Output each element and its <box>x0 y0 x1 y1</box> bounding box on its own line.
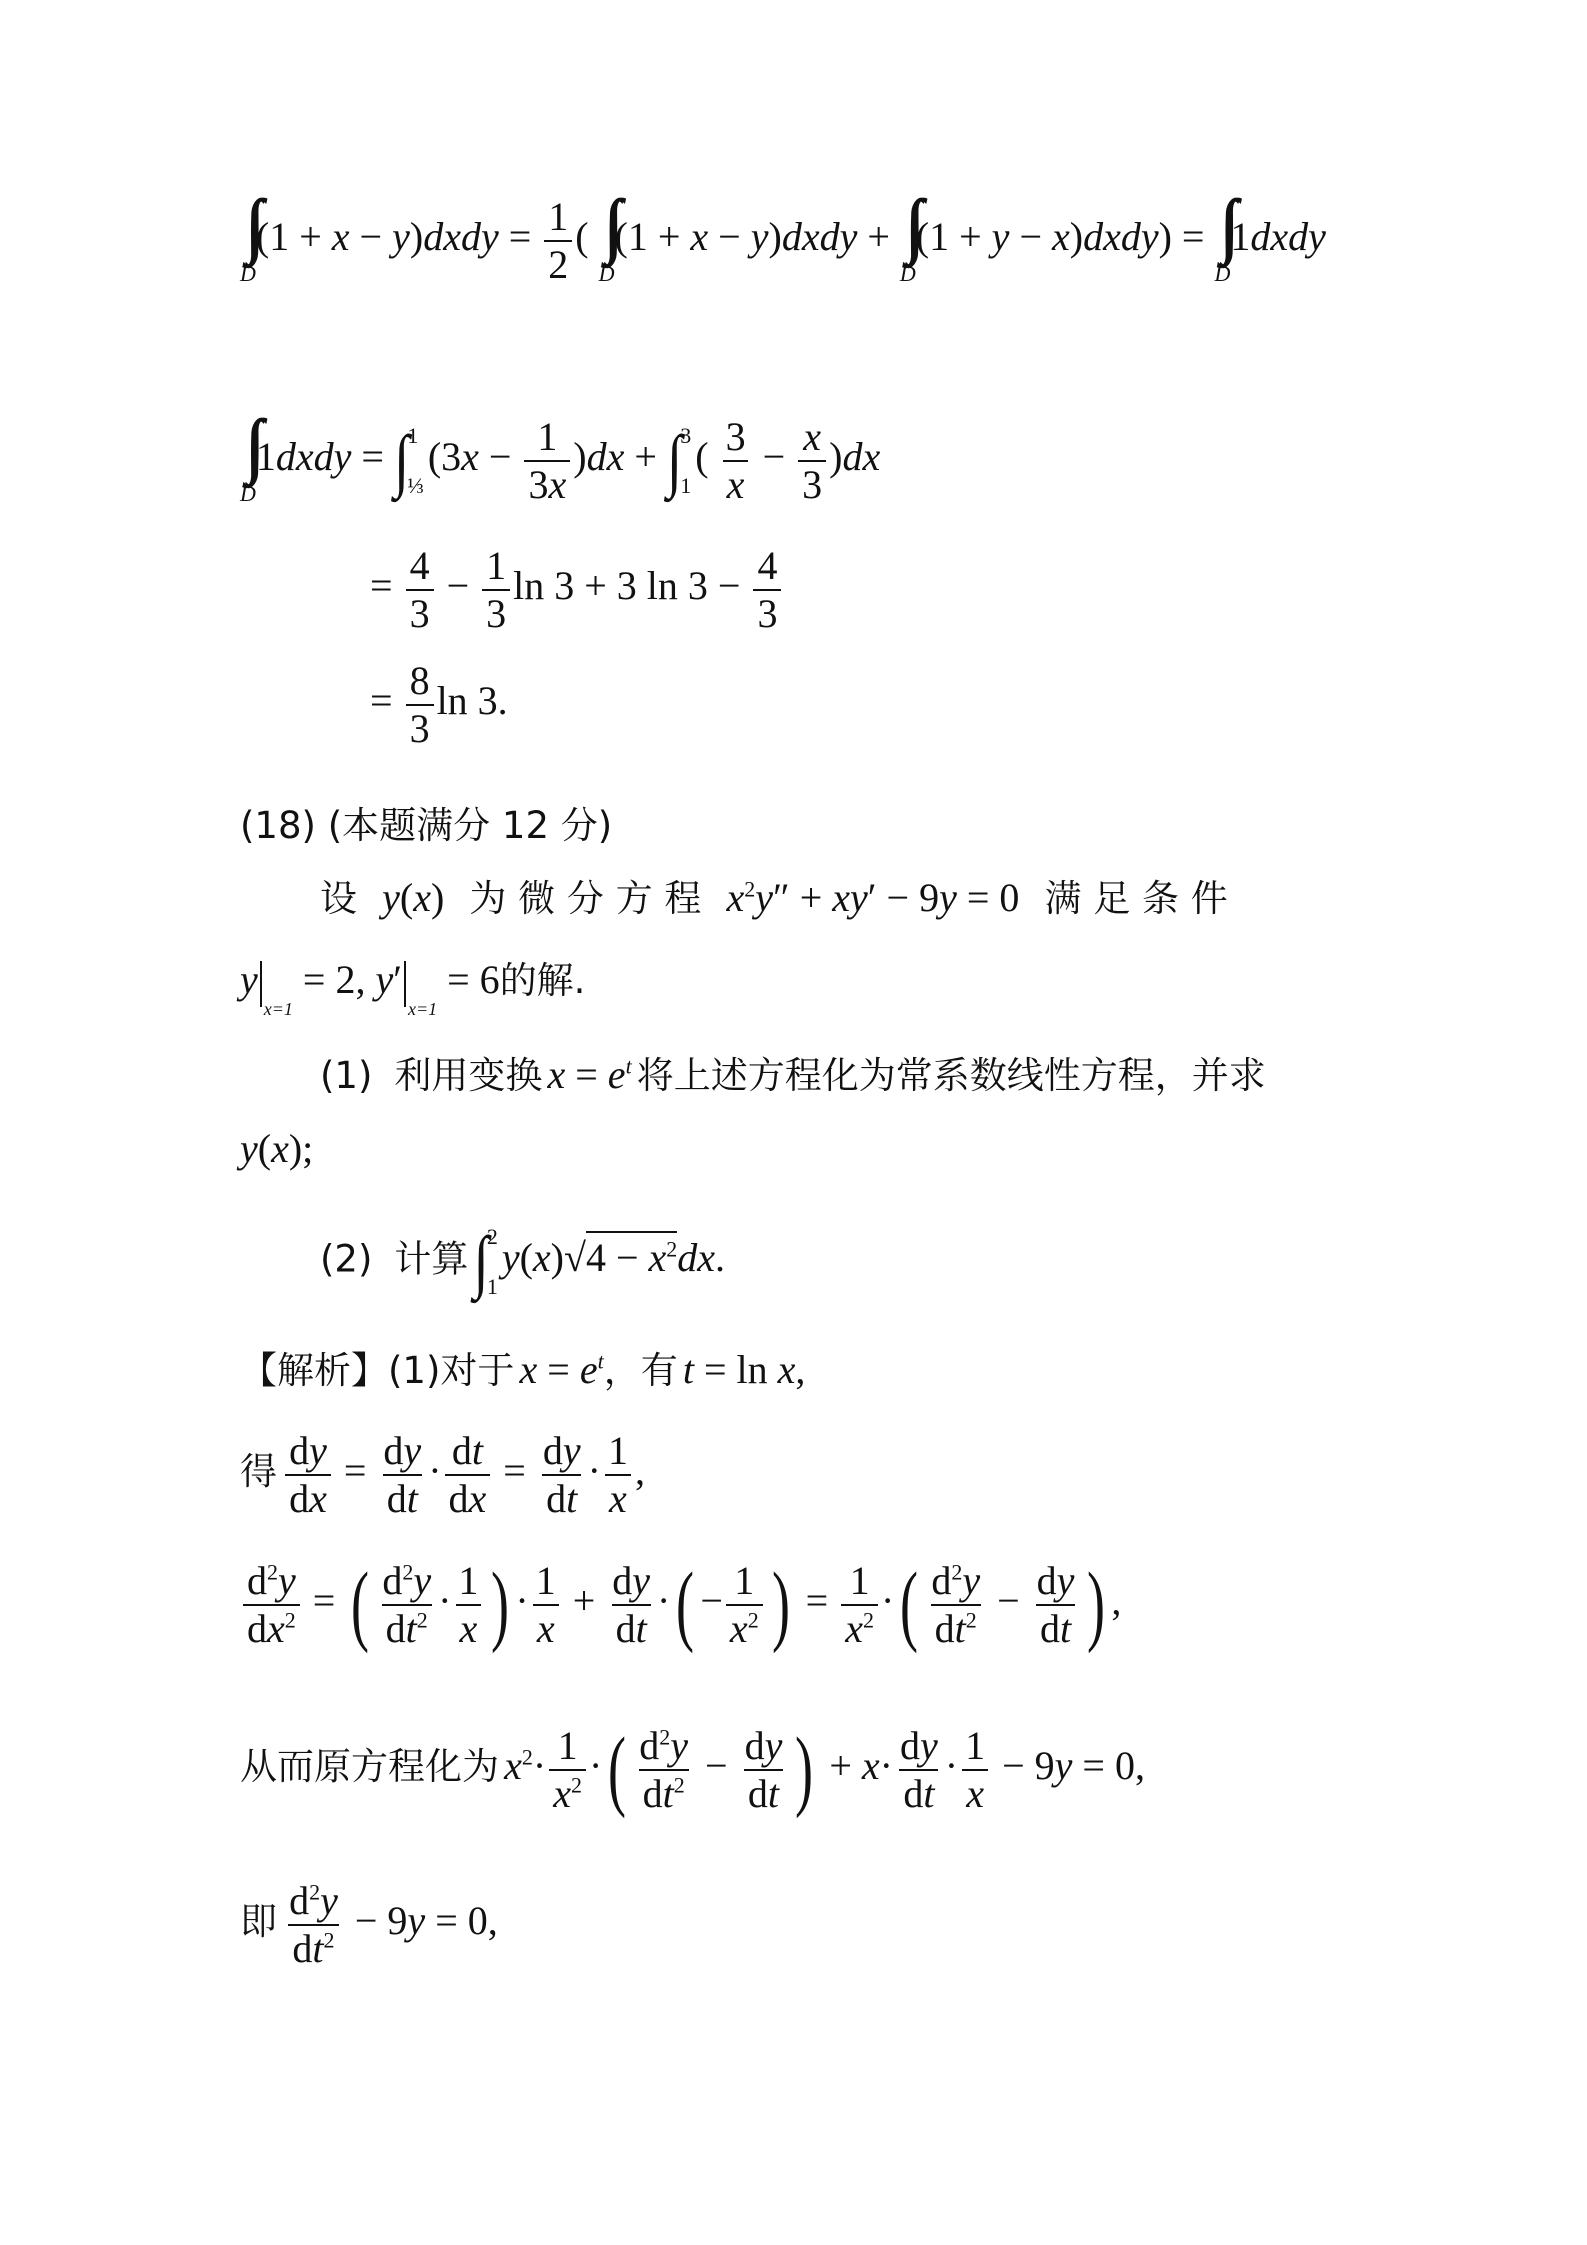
problem-header: (18) (本题满分 12 分) <box>240 804 613 847</box>
formula-evaluation-step: = $\frac{4}{3}$ − $\frac{1}{3}$ ln 3 + 3 ln 3 − $\frac{4}{3}$ <box>370 545 784 635</box>
formula-integral-evaluation: ∫∫ D 1dxdy = ∫ 1 ⅓ (3x − $\frac{1}{3x}$ )dx + ∫ 3 1 ( $\frac{3}{x}$ − $\frac{x}{3}$ )dx <box>240 405 881 507</box>
part1-num: (1) <box>320 1054 373 1097</box>
solution-you-text: ，有 <box>603 1349 678 1392</box>
intro-manzu: 满 足 条 件 <box>1044 877 1228 920</box>
part1-text-a: 利用变换 <box>394 1054 543 1097</box>
solution-congER: 从而原方程化为 <box>240 1745 499 1789</box>
solution-ji: 即 <box>240 1900 277 1944</box>
formula-evaluation-result: = $\frac{8}{3}$ ln 3. <box>370 658 508 751</box>
part1-line1: (1) 利用变换 $x = e^t$ 将上述方程化为常系数线性方程，并求 <box>320 1052 1266 1097</box>
intro-she: 设 <box>320 877 357 920</box>
part1-text-b: 将上述方程化为常系数线性方程，并求 <box>636 1054 1266 1097</box>
solution-label: 【解析】 <box>240 1349 388 1392</box>
problem-statement-line2: $y_{x=1} = 2$, $y'_{x=1} = 6$的解. <box>240 957 586 1019</box>
part1-line2: y(x); <box>240 1126 314 1171</box>
solution-line5: 即 $\frac{d^2y}{dt^2}$ − 9y = 0, <box>240 1878 498 1971</box>
solution-for-text: 对于 <box>440 1349 515 1392</box>
solution-line4: 从而原方程化为 $x^2\cdot$ $\frac{1}{x^2}$ ·( $\frac{d^2y}{dt^2}$ − $\frac{dy}{dt}$ ) + x· $\frac{dy}{dt}$ · $\frac{1}{x}$ − 9y = 0, <box>240 1720 1145 1819</box>
solution-line2: 得 $\frac{dy}{dx}$ = $\frac{dy}{dt}$ · $\frac{dt}{dx}$ = $\frac{dy}{dt}$ · $\frac{1}{x}$ , <box>240 1428 645 1521</box>
solution-line3: $\frac{d^2y}{dx^2}$ = ( $\frac{d^2y}{dt^2}$ · $\frac{1}{x}$ ) · $\frac{1}{x}$ + $\frac{dy}{dt}$ ·( − $\frac{1}{x^2}$ ) = $\frac{1}{x^2}$ ·( $\frac{d^2y}{dt^2}$ − $\frac{dy}{dt}$ ) , <box>240 1560 1121 1650</box>
solution-part1-num: (1) <box>388 1349 441 1392</box>
part2-text: 计算 <box>394 1237 469 1281</box>
solution-line1: 【解析】(1)对于 $x = e^t$，有 t = ln x, <box>240 1347 806 1392</box>
part2-line: (2) 计算 ∫ 2 1 $y(x)√4 - x^2dx$. <box>320 1223 726 1301</box>
intro-wei: 为 微 分 方 程 <box>469 877 702 920</box>
part2-num: (2) <box>320 1237 373 1281</box>
solution-de: 得 <box>240 1450 277 1494</box>
problem-statement-line1: 设 y(x) 为 微 分 方 程 $x^2y'' + xy' - 9y = 0$ 满 足 条 件 <box>320 875 1228 920</box>
formula-symmetry-identity: ∫∫ D (1 + x − y)dxdy = $\frac{1}{2}$ ( ∫∫ D (1 + x − y)dxdy + ∫∫ D (1 + y − x)dxdy) = ∫∫ D 1dxdy <box>240 185 1326 287</box>
intro-de-jie: 的解. <box>499 959 586 1002</box>
